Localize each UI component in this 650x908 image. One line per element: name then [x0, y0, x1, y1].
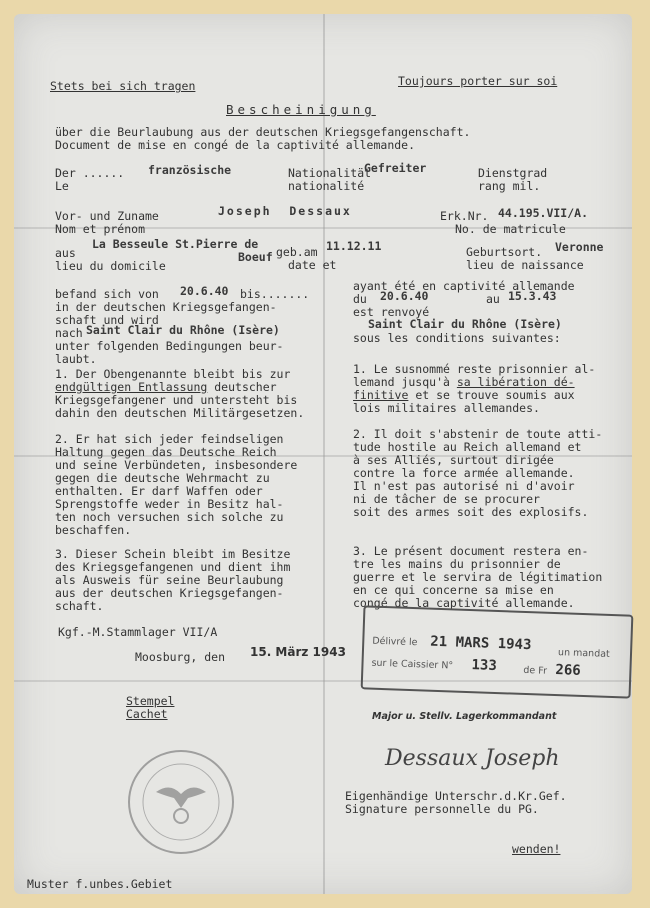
right-p3-line: 3. Le présent document restera en- — [353, 544, 589, 558]
right-p3-line: congé de la captivité allemande. — [353, 596, 575, 610]
header-left: Stets bei sich tragen — [50, 79, 196, 93]
aus-label: aus — [55, 246, 76, 260]
stamp-fr-label: de Fr — [523, 664, 548, 677]
rank-label-fr: rang mil. — [478, 179, 541, 193]
left-p2-line: und seine Verbündeten, insbesondere — [55, 458, 298, 472]
place-date-value: 15. März 1943 — [250, 645, 346, 659]
left-p0-line: unter folgenden Bedingungen beur- — [55, 339, 284, 353]
left-p3-line: 3. Dieser Schein bleibt im Besitze — [55, 547, 291, 561]
place-date-label: Moosburg, den — [135, 650, 226, 664]
right-p0-au: au — [486, 292, 500, 306]
left-p0-line: laubt. — [55, 352, 97, 366]
wenden-label: wenden! — [512, 842, 561, 856]
rank-value: Gefreiter — [364, 161, 427, 175]
erk-label: Erk.Nr. — [440, 209, 489, 223]
left-p1-line: dahin den deutschen Militärgesetzen. — [55, 406, 305, 420]
right-p3-line: en ce qui concerne sa mise en — [353, 583, 554, 597]
right-p2-line: à ses Alliés, surtout dirigée — [353, 453, 554, 467]
signature-label-fr: Signature personnelle du PG. — [345, 802, 539, 816]
eagle-seal-stamp — [128, 750, 234, 854]
left-p2-line: ten noch versuchen sich solche zu — [55, 510, 284, 524]
document-title: Bescheinigung — [226, 102, 376, 117]
right-p2-line: 2. Il doit s'abstenir de toute atti- — [353, 427, 603, 441]
birthplace-label-de: Geburtsort. — [466, 245, 543, 259]
right-to-date: 15.3.43 — [508, 289, 557, 303]
left-p1-line: 1. Der Obengenannte bleibt bis zur — [55, 367, 291, 381]
left-p1-line: Kriegsgefangener und untersteht bis — [55, 393, 298, 407]
rank-label-de: Dienstgrad — [478, 166, 548, 180]
left-p3-line: des Kriegsgefangenen und dient ihm — [55, 560, 291, 574]
right-p2-line: tude hostile au Reich allemand et — [353, 440, 582, 454]
birthplace-label-fr: lieu de naissance — [466, 258, 584, 272]
birthplace-value: Veronne — [555, 240, 604, 254]
right-p2-line: Il n'est pas autorisé ni d'avoir — [353, 479, 575, 493]
intro-fr: Document de mise en congé de la captivité allemande. — [55, 138, 416, 152]
left-p2-line: 2. Er hat sich jeder feindseligen — [55, 432, 284, 446]
stamp-mandat: un mandat — [557, 647, 610, 660]
header-right: Toujours porter sur soi — [398, 74, 558, 88]
right-p1-part: lemand jusqu'à — [353, 375, 450, 389]
left-p2-line: gegen die deutsche Wehrmacht zu — [55, 471, 270, 485]
right-p2-line: contre la force armée allemande. — [353, 466, 575, 480]
stamp-label: Délivré le — [372, 635, 418, 649]
matricule-label: No. de matricule — [455, 222, 566, 236]
left-p0-bis: bis....... — [240, 287, 310, 301]
right-p1-line: 1. Le susnommé reste prisonnier al- — [353, 362, 596, 376]
domicile-value-2: Boeuf — [238, 250, 273, 264]
right-p3-line: tre les mains du prisonnier de — [353, 557, 561, 571]
stamp-number: 133 — [471, 657, 498, 674]
left-p2-line: beschaffen. — [55, 523, 132, 537]
major-title: Major u. Stellv. Lagerkommandant — [372, 711, 557, 722]
cachet-label: Cachet — [126, 707, 168, 721]
geb-value: 11.12.11 — [326, 239, 382, 253]
stamp-cashier-label: sur le Caissier N° — [371, 657, 454, 672]
stamp-date: 21 MARS 1943 — [430, 633, 532, 654]
right-p1-line: lois militaires allemandes. — [353, 401, 540, 415]
left-destination: Saint Clair du Rhône (Isère) — [86, 323, 280, 337]
right-p2-line: soit des armes soit des explosifs. — [353, 505, 589, 519]
name-value: Joseph Dessaux — [218, 204, 352, 218]
erk-value: 44.195.VII/A. — [498, 206, 589, 220]
right-p0-line: sous les conditions suivantes: — [353, 331, 561, 345]
domicile-label: lieu du domicile — [55, 259, 166, 273]
nationality-label-fr: nationalité — [288, 179, 365, 193]
left-p0-line: befand sich von — [55, 287, 159, 301]
right-p1-rest: et se trouve soumis aux — [408, 388, 575, 402]
geb-label: geb.am — [276, 245, 318, 259]
label-le: Le — [55, 179, 69, 193]
domicile-value: La Besseule St.Pierre de — [92, 237, 259, 251]
eagle-icon — [130, 752, 232, 852]
name-label-fr: Nom et prénom — [55, 222, 146, 236]
left-p3-line: als Ausweis für seine Beurlaubung — [55, 573, 284, 587]
stempel-label: Stempel — [126, 694, 175, 708]
left-p0-line: schaft und wird — [55, 313, 159, 327]
signature-label-de: Eigenhändige Unterschr.d.Kr.Gef. — [345, 789, 567, 803]
right-p2-line: ni de tâcher de se procurer — [353, 492, 540, 506]
stamp-amount: 266 — [555, 662, 581, 679]
right-p3-line: guerre et le servira de légitimation — [353, 570, 603, 584]
left-p0-nach: nach — [55, 326, 83, 340]
left-p2-line: Haltung gegen das Deutsche Reich — [55, 445, 277, 459]
right-from-date: 20.6.40 — [380, 289, 429, 303]
issue-stamp — [361, 605, 634, 698]
left-p2-line: Sprengstoffe weder in Besitz hal- — [55, 497, 284, 511]
left-from-date: 20.6.40 — [180, 284, 229, 298]
intro-de: über die Beurlaubung aus der deutschen Kriegsgefangenschaft. — [55, 125, 471, 139]
camp-name: Kgf.-M.Stammlager VII/A — [58, 625, 218, 639]
right-destination: Saint Clair du Rhône (Isère) — [368, 317, 562, 331]
label-der: Der ...... — [55, 166, 125, 180]
footer-note: Muster f.unbes.Gebiet — [27, 877, 173, 891]
left-p0-line: in der deutschen Kriegsgefangen- — [55, 300, 277, 314]
right-p0-du: du — [353, 292, 367, 306]
left-p2-line: enthalten. Er darf Waffen oder — [55, 484, 263, 498]
nationality-label-de: Nationalität — [288, 166, 372, 180]
left-p1-rest: deutscher — [207, 380, 277, 394]
right-p0-line: est renvoyé — [353, 305, 430, 319]
left-p1-emph: endgültigen Entlassung — [55, 380, 208, 394]
left-p3-line: schaft. — [55, 599, 104, 613]
right-p1-emph: sa libération dé- — [456, 375, 575, 389]
left-p3-line: aus der deutschen Kriegsgefangen- — [55, 586, 284, 600]
name-label-de: Vor- und Zuname — [55, 209, 159, 223]
date-label: date et — [288, 258, 337, 272]
right-p1-emph: finitive — [353, 388, 409, 402]
right-p0-line: ayant été en captivité allemande — [353, 279, 575, 293]
signature: Dessaux Joseph — [385, 746, 560, 771]
nationality-value: französische — [148, 163, 232, 177]
